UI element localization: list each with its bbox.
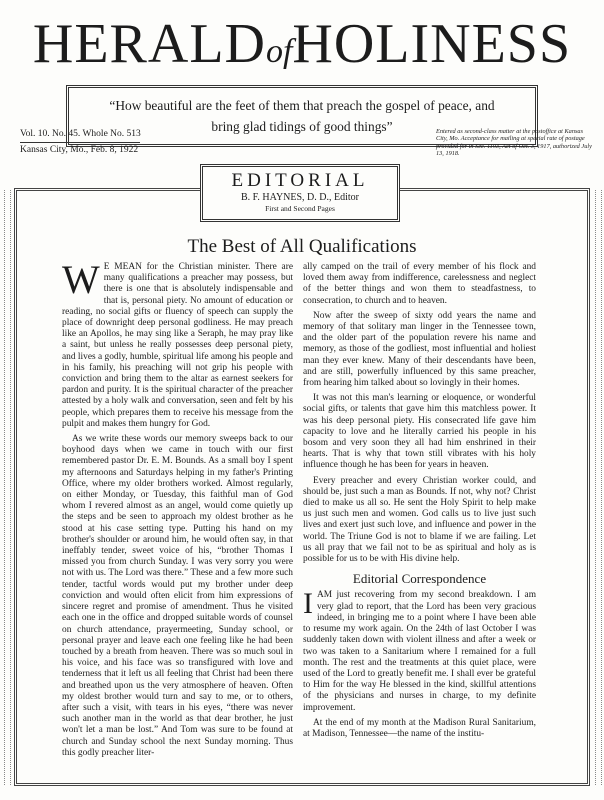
article-paragraph: ally camped on the trail of every member of his flock and loved them away from indifference, carelessness and neglect of the better things and won them to steadfastness, to consecration, to church and to heaven. (303, 262, 536, 306)
divider (20, 142, 140, 143)
location-date: Kansas City, Mo., Feb. 8, 1922 (20, 145, 139, 155)
article-paragraph (62, 257, 293, 430)
article-title: The Best of All Qualifications (187, 236, 417, 257)
editorial-heading: EDITORIAL (231, 170, 369, 191)
volume-number: Vol. 10. No. 45. Whole No. 513 (20, 129, 141, 139)
masthead-title (0, 14, 604, 82)
masthead-holiness: HOLINESS (292, 13, 572, 75)
paragraph-text: AM just recovering from my second breakdown. I am very glad to report, that the Lord has been very gracious indeed, in bringing me to a point where I have been able to resume my work again. On the 24th of last October I was suddenly taken down with violent illness and after a week or two was taken to a Sanitarium where I remained for a full month. The rest and the treatments at this quiet place, were used of the Lord to greatly benefit me. I shall ever be grateful to Him for the way He blessed in the kind, skillful attentions of the physicians and nurses in charge, to my definite improvement. (303, 590, 536, 713)
quote-line-2: bring glad tidings of good things” (211, 119, 393, 134)
correspondence-heading: Editorial Correspondence (352, 571, 487, 587)
publication-info (20, 128, 141, 157)
article-column-left (62, 257, 293, 763)
article-paragraph: Now after the sweep of sixty odd years the name and memory of that solitary man linger in the Tennessee town, and the older part of the population revere his name and memory, as those of the godliest, most influential and holiest man they ever knew. Many of their descendants have been, and are still, powerfully influenced by this same preacher, from hearing him talked about so lovingly in their homes. (303, 310, 536, 389)
article-paragraph: It was not this man's learning or eloquence, or wonderful social gifts, or talents that gave him this matchless power. It was his deep personal piety. His consecrated life gave him capacity to love and he literally carried his people in his bosom and very soon they all had him enshrined in their hearts. That is why that town still vibrates with his holy influence though he has been for years in heaven. (303, 393, 536, 471)
drop-cap: I (303, 587, 313, 621)
article-paragraph: As we write these words our memory sweeps back to our boyhood days when we came in touch with our first remembered pastor Dr. E. M. Bounds. As a small boy I spent my afternoons and Saturdays helping in my father's Printing Office, where my older brothers worked. Almost regularly, on either Monday, or Tuesday, this faithful man of God whom I revered almost as an angel, would come quietly up the steps and be seen to approach my oldest brother as he stood at his case setting type. Putting his hand on my brother's shoulder or around him, he would often say, in that ineffably tender, sweet voice of his, “brother Thomas I missed you from church Sunday. I was very sorry you were not with us. The Lord was there.” These and a few more such tender, tactful words would put my brother under deep conviction and would often elicit from him expressions of sincere regret and promise of amendment. Thus he visited each one in the office and dropped suitable words of counsel on church attendance, prayermeeting, Sunday school, or personal prayer and leave each one feeling like he had been touched by a breath from heaven. There was so much soul in his voice, and his face was so transfigured with love and tenderness that it left us all feeling that Christ had been there and breathed upon us the very atmosphere of heaven. Often my oldest brother would turn and say to me, or to others, after such a visit, with tears in his eyes, “there was never such another man in the world as that dear brother, he just won't let a man be lost.” And Tom was sure to be found at church and Sunday school the next Sunday morning. Thus this godly preacher liter- (62, 434, 293, 758)
article-column-right (303, 262, 536, 744)
masthead-of: of (265, 33, 293, 70)
article-paragraph: Every preacher and every Christian worker could, and should be, just such a man as Bounds. If not, why not? Christ died to make us all so. He sent the Holy Spirit to help make us just such men and women. God calls us to live just such lives and exert just such love, and influence and power in the world. The Triune God is not to blame if we are failing. Let us all pray that we fail not to be as spiritual and holy as is possible for us to be with His divine help. (303, 475, 536, 565)
editorial-pages: First and Second Pages (265, 204, 335, 213)
correspondence-paragraph: At the end of my month at the Madison Rural Sanitarium, at Madison, Tennessee—the name of the institu- (303, 717, 536, 739)
drop-cap: W (62, 257, 100, 302)
mailing-notice: Entered as second-class matter at the postoffice at Kansas City, Mo. Acceptance for mailing at special rate of postage provided for in Sec. 1103, Act of Oct. 3, 1917, authorized July 13, 1918. (436, 128, 592, 157)
correspondence-paragraph (303, 587, 536, 713)
quote-line-1: “How beautiful are the feet of them that preach the gospel of peace, and (109, 98, 495, 113)
editorial-header-box (200, 164, 400, 222)
left-ornament-rule (4, 190, 11, 785)
editor-name: B. F. HAYNES, D. D., Editor (240, 192, 359, 203)
paragraph-text: E MEAN for the Christian minister. There are many qualifications a preacher may possess, but there is one that is absolutely indispensable and that is, personal piety. No amount of education or reading, no social gifts or fluency of speech can supply the place of downright deep personal godliness. He may preach like an Apollos, he may sing like a Seraph, he may pray like a saint, but unless he really possesses deep personal piety, and lives a godly, humble, spiritual life among his people and in his family, his preaching will not grip his people with conviction and bring them to the altar as earnest seekers for pardon and purity. It is the spiritual character of the preacher attested by a holy walk and conversation, seen and felt by his people, which prepares them to receive his message from the pulpit and makes them hungry for God. (62, 262, 293, 429)
masthead-herald: HERALD (32, 13, 266, 75)
right-ornament-rule (595, 190, 602, 785)
